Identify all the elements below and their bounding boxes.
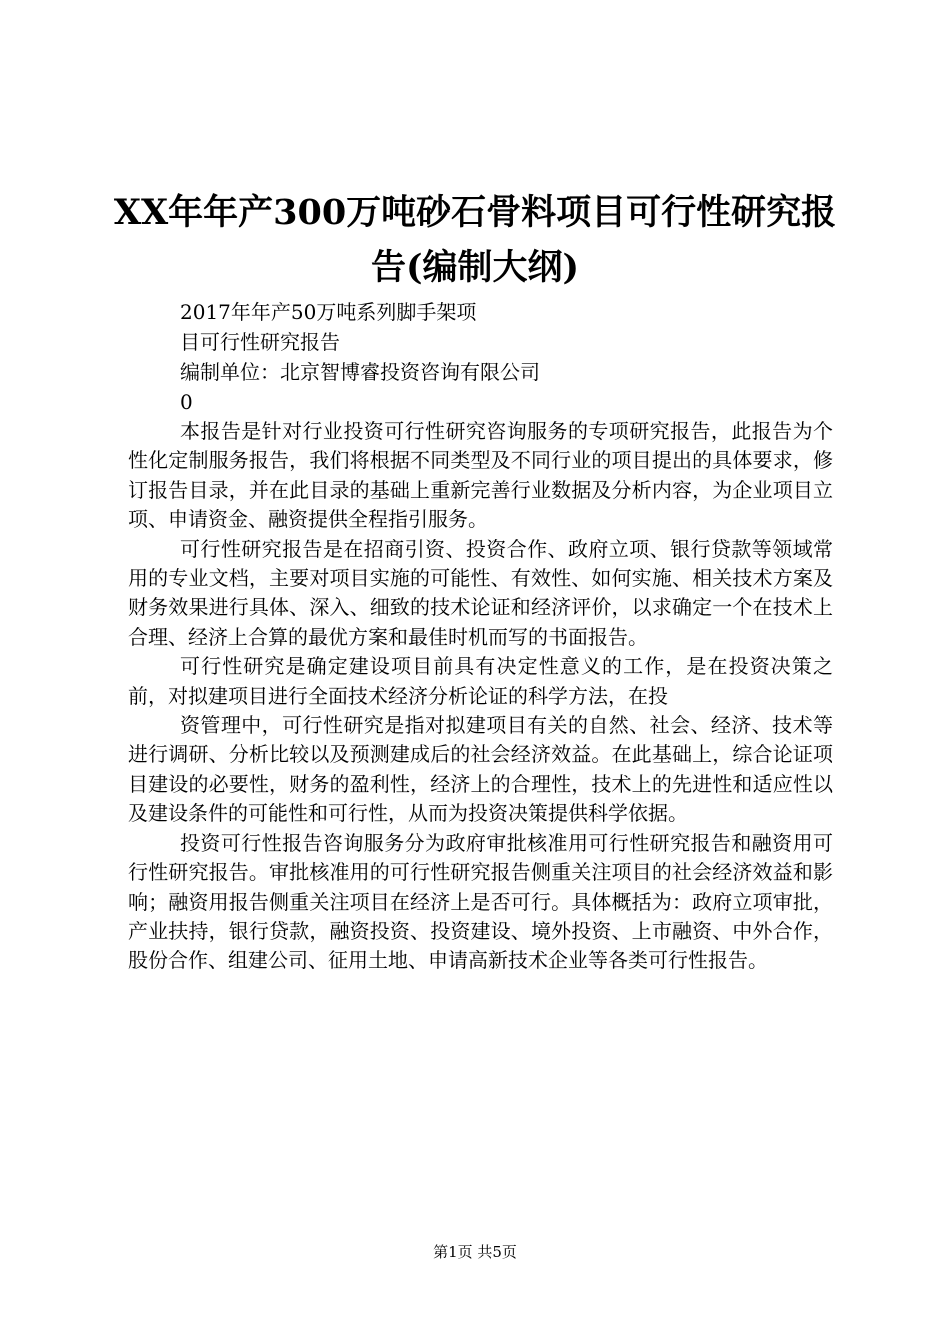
- document-title-line-2: 告(编制大纲): [370, 247, 580, 288]
- meta-line-1: 2017年年产50万吨系列脚手架项: [180, 300, 477, 324]
- paragraph: 投资可行性报告咨询服务分为政府审批核准用可行性研究报告和融资用可行性研究报告。审批核准用的可行性研究报告侧重关注项目的社会经济效益和影响；融资用报告侧重关注项目在经济上是否可行。具体概括为：政府立项审批，产业扶持，银行贷款，融资投资、投资建设、境外投资、上市融资、中外合作，股份合作、组建公司、征用土地、申请高新技术企业等各类可行性报告。: [128, 830, 833, 973]
- paragraph: 可行性研究报告是在招商引资、投资合作、政府立项、银行贷款等领域常用的专业文档，主要对项目实施的可能性、有效性、如何实施、相关技术方案及财务效果进行具体、深入、细致的技术论证和经济评价，以求确定一个在技术上合理、经济上合算的最优方案和最佳时机而写的书面报告。: [128, 536, 833, 649]
- page-footer: 第1页 共5页: [433, 1243, 517, 1261]
- meta-line-4: 0: [180, 390, 193, 414]
- paragraph: 可行性研究是确定建设项目前具有决定性意义的工作，是在投资决策之前，对拟建项目进行全面技术经济分析论证的科学方法，在投: [128, 654, 833, 708]
- document-body: [128, 417, 833, 976]
- paragraph: 本报告是针对行业投资可行性研究咨询服务的专项研究报告，此报告为个性化定制服务报告，我们将根据不同类型及不同行业的项目提出的具体要求，修订报告目录，并在此目录的基础上重新完善行业数据及分析内容，为企业项目立项、申请资金、融资提供全程指引服务。: [128, 419, 833, 532]
- paragraph: 资管理中，可行性研究是指对拟建项目有关的自然、社会、经济、技术等进行调研、分析比较以及预测建成后的社会经济效益。在此基础上，综合论证项目建设的必要性，财务的盈利性，经济上的合理性，技术上的先进性和适应性以及建设条件的可能性和可行性，从而为投资决策提供科学依据。: [128, 713, 833, 826]
- meta-line-2: 目可行性研究报告: [180, 330, 340, 354]
- meta-line-publisher: 编制单位：北京智博睿投资咨询有限公司: [180, 360, 540, 384]
- document-title-line-1: XX年年产300万吨砂石骨料项目可行性研究报: [113, 192, 837, 233]
